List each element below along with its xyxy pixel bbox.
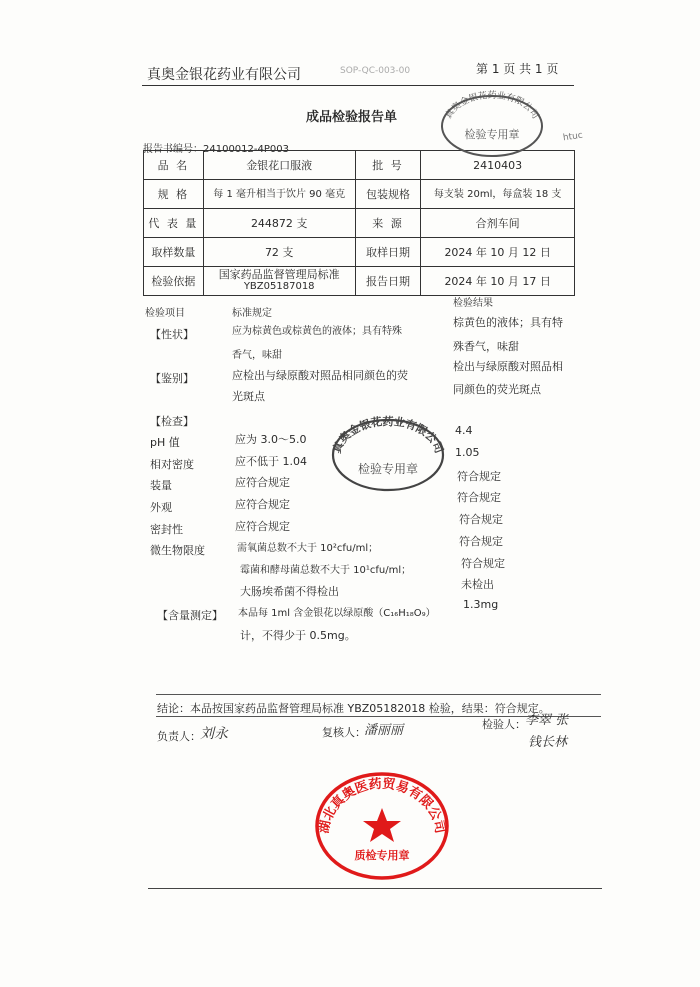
density-standard: 应不低于 1.04 [235,455,307,468]
microbial-result-1: 符合规定 [459,535,503,548]
inspector-signature-1: 李翠 张 [525,713,569,728]
appearance-check-result: 符合规定 [457,491,501,504]
seal-top-bottom-text: 检验专用章 [464,128,520,141]
star-icon [363,808,401,842]
seal-red-arc-text: 湖北真奥医药贸易有限公司 [316,776,448,835]
item-fill-volume: 装量 [150,479,172,492]
report-number: 报告书编号：24100012-4P003 [143,144,289,155]
item-seal: 密封性 [150,523,183,536]
label-sample-date: 取样日期 [355,238,421,267]
identification-result-2: 同颜色的荧光斑点 [453,383,541,396]
seal-top-arc-text: 真奥金银花药业有限公司 [443,91,541,121]
document-number: SOP-QC-003-00 [340,66,411,76]
label-spec: 规 格 [144,180,204,209]
appearance-check-standard: 应符合规定 [235,498,290,511]
quality-seal-red [312,770,452,882]
seal-middle-arc-text: 真奥金银花药业有限公司 [330,415,446,456]
package-spec: 每支装 20ml，每盒装 18 支 [421,180,575,209]
appearance-result-1: 棕黄色的液体；具有特 [453,316,563,329]
header-result: 检验结果 [453,298,493,309]
label-sample-qty: 取样数量 [144,238,204,267]
inspection-seal-middle [328,413,448,493]
page-info: 第 1 页 共 1 页 [476,62,559,76]
product-info-table [143,150,575,296]
label-batch-no: 批 号 [355,151,421,180]
label-report-date: 报告日期 [355,267,421,296]
reviewer-signature: 潘丽丽 [364,723,404,738]
microbial-standard-3: 大肠埃希菌不得检出 [240,585,339,598]
fill-volume-result: 符合规定 [457,470,501,483]
conclusion-rule-top [156,694,601,695]
item-assay: 【含量测定】 [157,609,223,622]
item-density: 相对密度 [150,458,194,471]
report-date: 2024 年 10 月 17 日 [421,267,575,296]
header-standard: 标准规定 [232,308,272,319]
ph-standard: 应为 3.0～5.0 [235,433,307,446]
inspector-label: 检验人： [482,718,526,731]
svg-text:真奥金银花药业有限公司 [442,89,541,121]
basis-code: YBZ05187018 [243,281,315,292]
table-row [144,238,575,267]
basis [203,267,355,296]
appearance-standard-1: 应为棕黄色或棕黄色的液体；具有特殊 [232,326,402,337]
svg-text:真奥金银花药业有限公司 [329,414,446,455]
item-appearance-check: 外观 [150,501,172,514]
inspection-seal-top [437,88,547,158]
identification-standard-2: 光斑点 [232,390,265,403]
density-result: 1.05 [455,446,480,459]
spec: 每 1 毫升相当于饮片 90 毫克 [203,180,355,209]
table-row [144,267,575,296]
reviewer-label: 复核人： [322,726,366,739]
label-package-spec: 包装规格 [355,180,421,209]
microbial-result-3: 未检出 [461,578,494,591]
bottom-rule [148,888,602,889]
company-name: 真奥金银花药业有限公司 [147,67,301,83]
assay-result: 1.3mg [463,598,499,611]
seal-standard: 应符合规定 [235,520,290,533]
label-source: 来 源 [355,209,421,238]
microbial-result-2: 符合规定 [461,557,505,570]
identification-result-1: 检出与绿原酸对照品相 [453,360,563,373]
header-item: 检验项目 [145,308,185,319]
responsible-label: 负责人： [157,730,201,743]
fill-volume-standard: 应符合规定 [235,476,290,489]
seal-result: 符合规定 [459,513,503,526]
item-identification: 【鉴别】 [150,372,194,385]
assay-standard-1: 本品每 1ml 含金银花以绿原酸（C₁₆H₁₈O₉） [238,608,436,619]
batch-no: 2410403 [421,151,575,180]
assay-standard-2: 计，不得少于 0.5mg。 [240,629,356,642]
table-row [144,209,575,238]
quantity: 244872 支 [203,209,355,238]
label-basis: 检验依据 [144,267,204,296]
item-appearance: 【性状】 [150,328,194,341]
ph-result: 4.4 [455,424,473,437]
seal-middle-bottom-text: 检验专用章 [357,462,419,476]
identification-standard-1: 应检出与绿原酸对照品相同颜色的荧 [232,369,408,382]
source: 合剂车间 [421,209,575,238]
sample-qty: 72 支 [203,238,355,267]
item-inspection: 【检查】 [150,415,194,428]
appearance-result-2: 殊香气，味甜 [453,340,519,353]
basis-standard: 国家药品监督管理局标准 [218,268,340,281]
seal-red-bottom-text: 质检专用章 [354,849,410,862]
label-quantity: 代 表 量 [144,209,204,238]
responsible-signature: 刘永 [200,726,228,742]
appearance-standard-2: 香气，味甜 [232,350,282,361]
margin-scribble: htuc [562,130,584,144]
table-row [144,180,575,209]
label-product-name: 品 名 [144,151,204,180]
report-title: 成品检验报告单 [306,110,398,125]
conclusion: 结论：本品按国家药品监督管理局标准 YBZ05182018 检验，结果：符合规定。 [157,702,550,715]
item-microbial-limit: 微生物限度 [150,544,205,557]
microbial-standard-1: 需氧菌总数不大于 10²cfu/ml； [237,543,379,554]
microbial-standard-2: 霉菌和酵母菌总数不大于 10¹cfu/ml； [240,565,412,576]
item-ph: pH 值 [150,436,180,449]
inspector-signature-2: 钱长林 [528,735,568,750]
product-name: 金银花口服液 [203,151,355,180]
sample-date: 2024 年 10 月 12 日 [421,238,575,267]
header-rule [142,85,574,86]
